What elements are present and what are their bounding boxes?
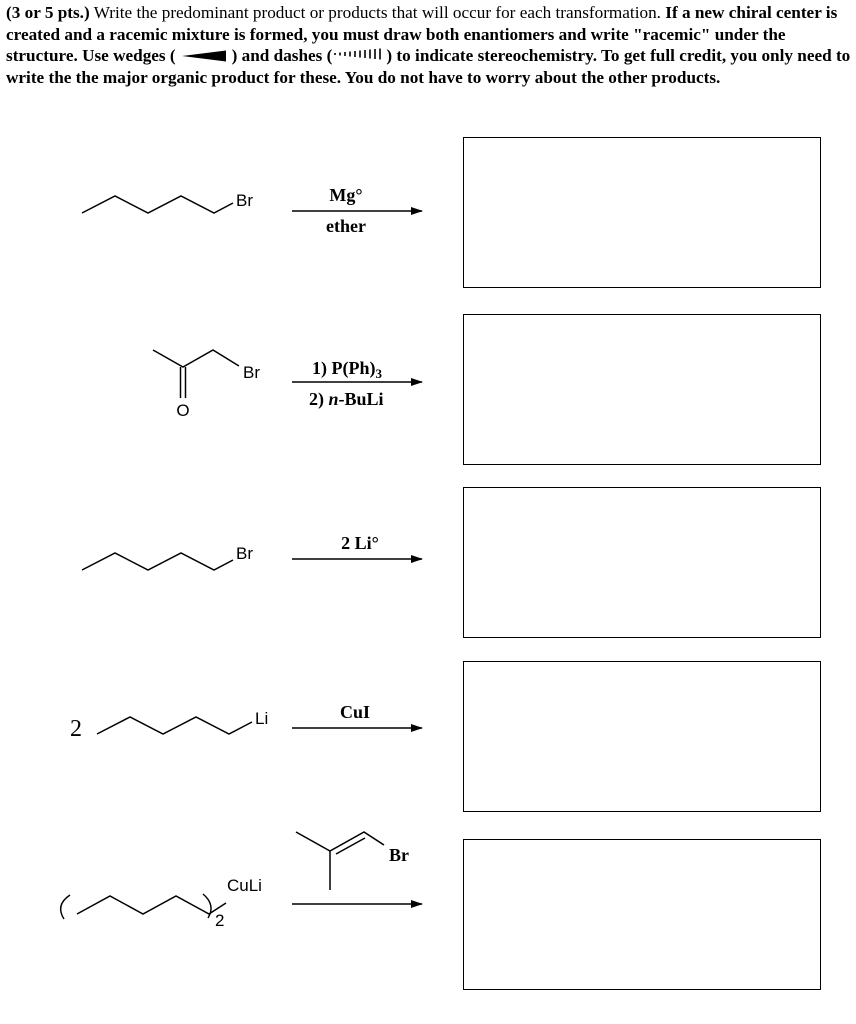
intro-text: Write the predominant product or products that will occur for each transformation. bbox=[89, 3, 666, 22]
pentyl-chain-3 bbox=[82, 553, 233, 570]
racemic-rule: If a new chiral center is created and a racemic mixture is formed, you must draw both enantiomers and write "racemic" under the structure. bbox=[6, 3, 838, 65]
bromine-atom-3: Br bbox=[236, 544, 253, 563]
bromine-atom-1: Br bbox=[236, 191, 253, 210]
stoichiometric-coefficient: 2 bbox=[70, 716, 82, 742]
reagent-above-4: CuI bbox=[339, 702, 371, 722]
wedges-text-mid: ) and dashes ( bbox=[231, 46, 333, 65]
cuprate-label: CuLi bbox=[227, 876, 262, 895]
lithium-atom: Li bbox=[255, 709, 269, 728]
credit-text: To get full credit, you only need to write the the major organic product for these. You do not have to worry about the other products. bbox=[6, 46, 851, 87]
reagent-above-1: Mg° bbox=[329, 185, 363, 205]
bromoacetone-skeleton bbox=[153, 350, 239, 367]
reagent-below-1: ether bbox=[326, 216, 366, 236]
pentyl-chain-4 bbox=[97, 717, 252, 734]
dashes-text-post: ) to indicate stereochemistry. bbox=[386, 46, 598, 65]
points-label: (3 or 5 pts.) bbox=[6, 3, 90, 22]
vinyl-bromine-atom: Br bbox=[389, 845, 409, 865]
pentyl-chain-1 bbox=[82, 196, 233, 213]
reaction-1 bbox=[82, 185, 422, 236]
vinyl-bromide-skeleton bbox=[296, 832, 384, 851]
right-parenthesis bbox=[203, 894, 211, 918]
reagent-above-3: 2 Li° bbox=[341, 533, 379, 553]
bromine-atom-2: Br bbox=[243, 363, 260, 382]
oxygen-atom: O bbox=[176, 401, 190, 420]
pentyl-chain-5 bbox=[77, 896, 226, 914]
reaction-3 bbox=[82, 533, 422, 570]
left-parenthesis bbox=[61, 895, 70, 919]
cuprate-subscript: 2 bbox=[215, 911, 225, 930]
reaction-5 bbox=[61, 832, 422, 930]
reagent-below-2: 2) n-BuLi bbox=[309, 389, 384, 409]
reaction-2 bbox=[153, 350, 422, 420]
reaction-4 bbox=[70, 702, 422, 742]
reagent-above-2: 1) $P(Ph)_3$ bbox=[312, 358, 382, 381]
wedges-text-pre: Use wedges ( bbox=[77, 46, 176, 65]
